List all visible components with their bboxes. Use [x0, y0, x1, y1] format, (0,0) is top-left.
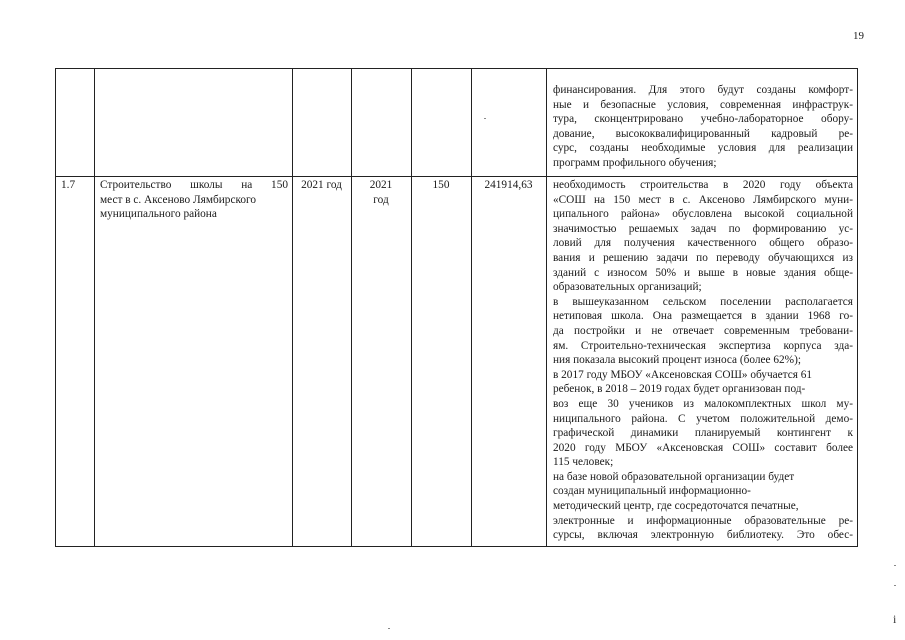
column-divider	[411, 69, 412, 546]
text-line: ния показала высокий процент износа (более 62%);	[553, 354, 801, 367]
text-line: дование, высококвалифицированный кадровый ре-	[553, 127, 853, 140]
column-divider	[292, 69, 293, 546]
text-line: сурс, созданы необходимые условия для реализации	[553, 142, 853, 155]
document-table	[55, 68, 858, 547]
row-divider	[56, 176, 857, 177]
text-line: программ профильного обучения;	[553, 156, 717, 169]
implementation-period: 2021 год	[301, 179, 342, 191]
text-line: 2021	[369, 179, 393, 191]
margin-mark: i	[893, 612, 897, 626]
text-line: в 2017 году МБОУ «Аксеновская СОШ» обучается 61	[553, 368, 813, 381]
text-line: Строительство школы на 150	[100, 179, 288, 191]
row-number: 1.7	[61, 179, 76, 191]
text-line: 2020 году МБОУ «Аксеновская СОШ» составит более	[553, 441, 853, 454]
scan-speck	[484, 118, 486, 119]
text-line: ципального района» обусловлена высокой социальной	[553, 208, 853, 221]
text-line: 115 человек;	[553, 456, 614, 469]
text-line: тура, сконцентрировано учебно-лабораторное обору-	[553, 113, 853, 126]
text-line: муниципального района	[100, 208, 217, 221]
text-line: зданий с износом 50% и выше в новые здания обще-	[553, 266, 853, 279]
continuation-description	[553, 83, 853, 171]
column-divider	[351, 69, 352, 546]
text-line: ям. Строительно-техническая экспертиза корпуса зда-	[553, 339, 853, 352]
text-line: «СОШ на 150 мест в с. Аксеново Лямбирского муни-	[553, 193, 853, 206]
commissioning-year	[351, 178, 411, 207]
text-line: создан муниципальный информационно-	[553, 485, 751, 498]
column-divider	[94, 69, 95, 546]
text-line: мест в с. Аксеново Лямбирского	[100, 193, 257, 206]
text-line: ловий для получения качественного общего образо-	[553, 237, 853, 250]
text-line: ребенок, в 2018 – 2019 годах будет организован под-	[553, 383, 806, 396]
text-line: графической динамики планируемый контингент к	[553, 427, 853, 440]
page-number: 19	[853, 30, 864, 42]
text-line: воз еще 30 учеников из малокомплектных школ му-	[553, 397, 853, 410]
text-line: нетиповая школа. Она размещается в здании 1968 го-	[553, 310, 853, 323]
text-line: в вышеуказанном сельском поселении располагается	[553, 295, 853, 308]
capacity-value: 150	[432, 179, 450, 191]
text-line: значимостью решаемых задач по формированию ус-	[553, 222, 853, 235]
text-line: на базе новой образовательной организации будет	[553, 470, 795, 483]
text-line: сурсы, включая электронную библиотеку. Это обес-	[553, 529, 853, 542]
text-line: вания и решению задачи по переводу обучающихся из	[553, 251, 853, 264]
column-divider	[471, 69, 472, 546]
project-name	[100, 178, 288, 222]
text-line: электронные и информационные образовательные ре-	[553, 514, 853, 527]
text-line: ниципального района. С учетом положительной демо-	[553, 412, 853, 425]
text-line: год	[373, 193, 389, 206]
text-line: ные и безопасные условия, современная инфраструк-	[553, 98, 853, 111]
cost-value: 241914,63	[484, 179, 533, 191]
text-line: да постройки и не отвечает современным требовани-	[553, 324, 853, 337]
scan-speck	[894, 585, 896, 586]
text-line: финансирования. Для этого будут созданы комфорт-	[553, 84, 853, 96]
scan-speck	[388, 628, 390, 629]
text-line: образовательных организаций;	[553, 281, 702, 294]
scan-speck	[894, 565, 896, 566]
text-line: методический центр, где сосредоточатся печатные,	[553, 500, 799, 513]
column-divider	[546, 69, 547, 546]
text-line: необходимость строительства в 2020 году объекта	[553, 179, 853, 191]
project-description	[553, 178, 853, 543]
